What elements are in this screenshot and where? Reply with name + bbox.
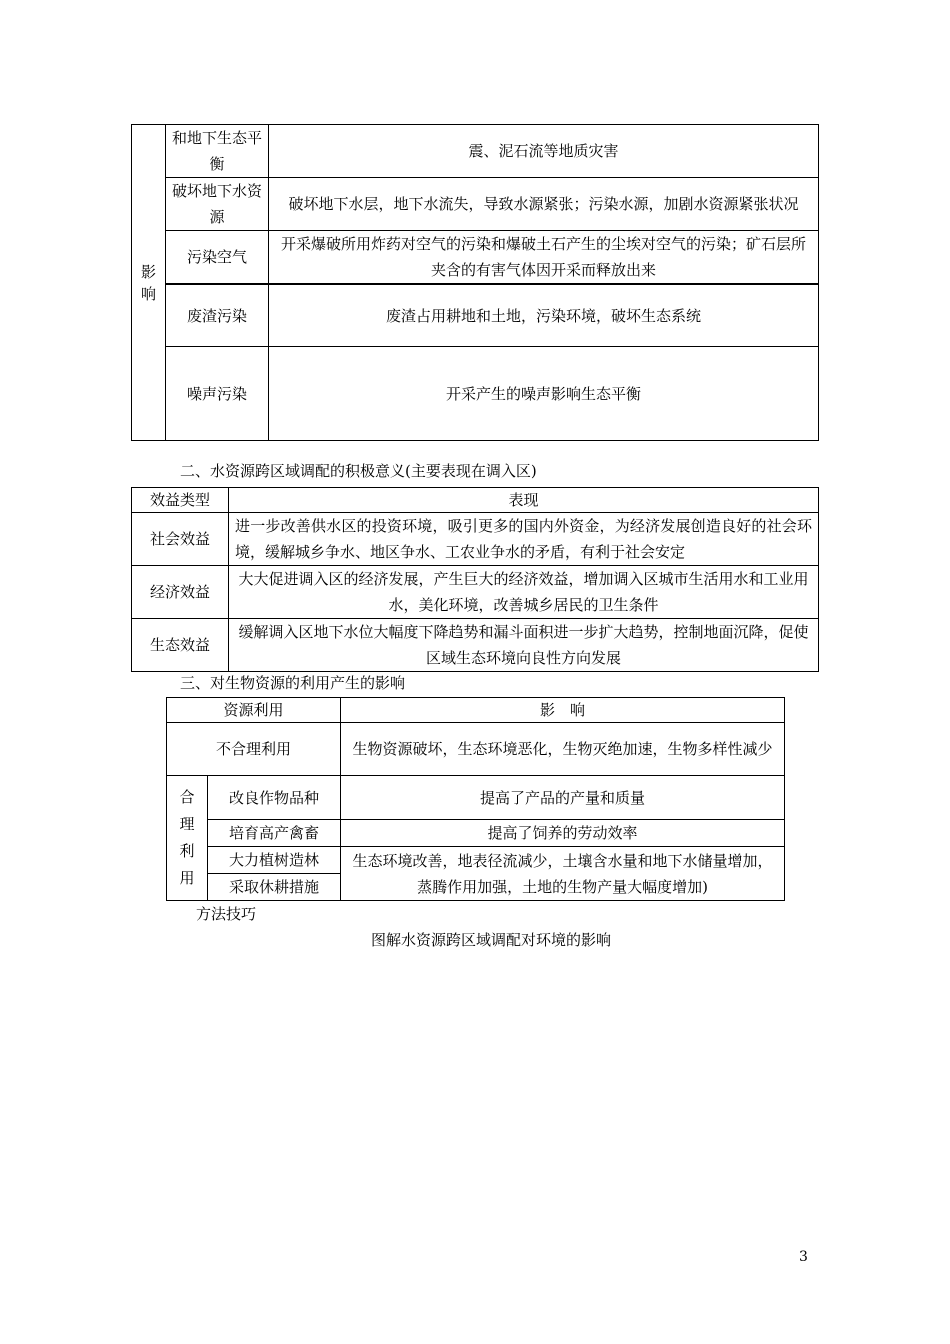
benefit-type: 生态效益 xyxy=(132,619,229,672)
table-row xyxy=(132,125,819,178)
method-label: 方法技巧 xyxy=(196,905,257,923)
benefit-content: 缓解调入区地下水位大幅度下降趋势和漏斗面积进一步扩大趋势，控制地面沉降，促使区域生态环境向良性方向发展 xyxy=(229,619,819,672)
row-label: 大力植树造林 xyxy=(208,847,341,874)
row-label: 和地下生态平衡 xyxy=(166,125,269,178)
benefit-content: 大大促进调入区的经济发展，产生巨大的经济效益，增加调入区城市生活用水和工业用水，美化环境，改善城乡居民的卫生条件 xyxy=(229,566,819,619)
table-row xyxy=(132,178,819,231)
row-label: 破坏地下水资源 xyxy=(166,178,269,231)
table-row xyxy=(167,820,785,847)
benefit-type: 经济效益 xyxy=(132,566,229,619)
row-content: 开采爆破所用炸药对空气的污染和爆破土石产生的尘埃对空气的污染；矿石层所夹含的有害气体因开采而释放出来 xyxy=(269,231,819,284)
row-content: 破坏地下水层，地下水流失，导致水源紧张；污染水源，加剧水资源紧张状况 xyxy=(269,178,819,231)
row-content: 开采产生的噪声影响生态平衡 xyxy=(269,347,819,441)
benefit-content: 进一步改善供水区的投资环境，吸引更多的国内外资金，为经济发展创造良好的社会环境，缓解城乡争水、地区争水、工农业争水的矛盾，有利于社会安定 xyxy=(229,513,819,566)
table-row xyxy=(132,231,819,284)
column-header: 影 响 xyxy=(341,698,785,723)
row-content: 废渣占用耕地和土地，污染环境，破坏生态系统 xyxy=(269,285,819,347)
table-header-row xyxy=(167,698,785,723)
table-row xyxy=(167,776,785,820)
table-row xyxy=(132,619,819,672)
column-header: 表现 xyxy=(229,488,819,513)
table-row xyxy=(132,566,819,619)
row-label: 改良作物品种 xyxy=(208,776,341,820)
figure-title: 图解水资源跨区域调配对环境的影响 xyxy=(370,931,611,949)
row-content: 提高了产品的产量和质量 xyxy=(341,776,785,820)
section-heading: 三、对生物资源的利用产生的影响 xyxy=(180,674,406,692)
row-label: 废渣污染 xyxy=(166,285,269,347)
row-content: 生态环境改善，地表径流减少，土壤含水量和地下水储量增加，蒸腾作用加强，土地的生物产量大幅度增加) xyxy=(341,847,785,901)
reasonable-use-label: 合 理 利 用 xyxy=(167,776,208,901)
row-label: 采取休耕措施 xyxy=(208,874,341,901)
page-number: 3 xyxy=(799,1249,808,1265)
row-content: 提高了饲养的劳动效率 xyxy=(341,820,785,847)
row-label: 污染空气 xyxy=(166,231,269,284)
table-header-row xyxy=(132,488,819,513)
table-row xyxy=(132,347,819,441)
row-content: 震、泥石流等地质灾害 xyxy=(269,125,819,178)
row-label: 培育高产禽畜 xyxy=(208,820,341,847)
impact-side-label: 影 响 xyxy=(132,125,166,441)
row-content: 生物资源破坏，生态环境恶化，生物灭绝加速，生物多样性减少 xyxy=(341,723,785,776)
table-row xyxy=(167,723,785,776)
row-label: 噪声污染 xyxy=(166,347,269,441)
table-row xyxy=(132,513,819,566)
bio-resource-table xyxy=(166,697,785,901)
section-heading: 二、水资源跨区域调配的积极意义(主要表现在调入区) xyxy=(180,462,537,480)
table-row xyxy=(167,847,785,874)
column-header: 资源利用 xyxy=(167,698,341,723)
row-label: 不合理利用 xyxy=(167,723,341,776)
benefit-type: 社会效益 xyxy=(132,513,229,566)
water-benefit-table xyxy=(131,487,819,672)
column-header: 效益类型 xyxy=(132,488,229,513)
impact-table xyxy=(131,124,819,441)
table-row xyxy=(132,285,819,347)
